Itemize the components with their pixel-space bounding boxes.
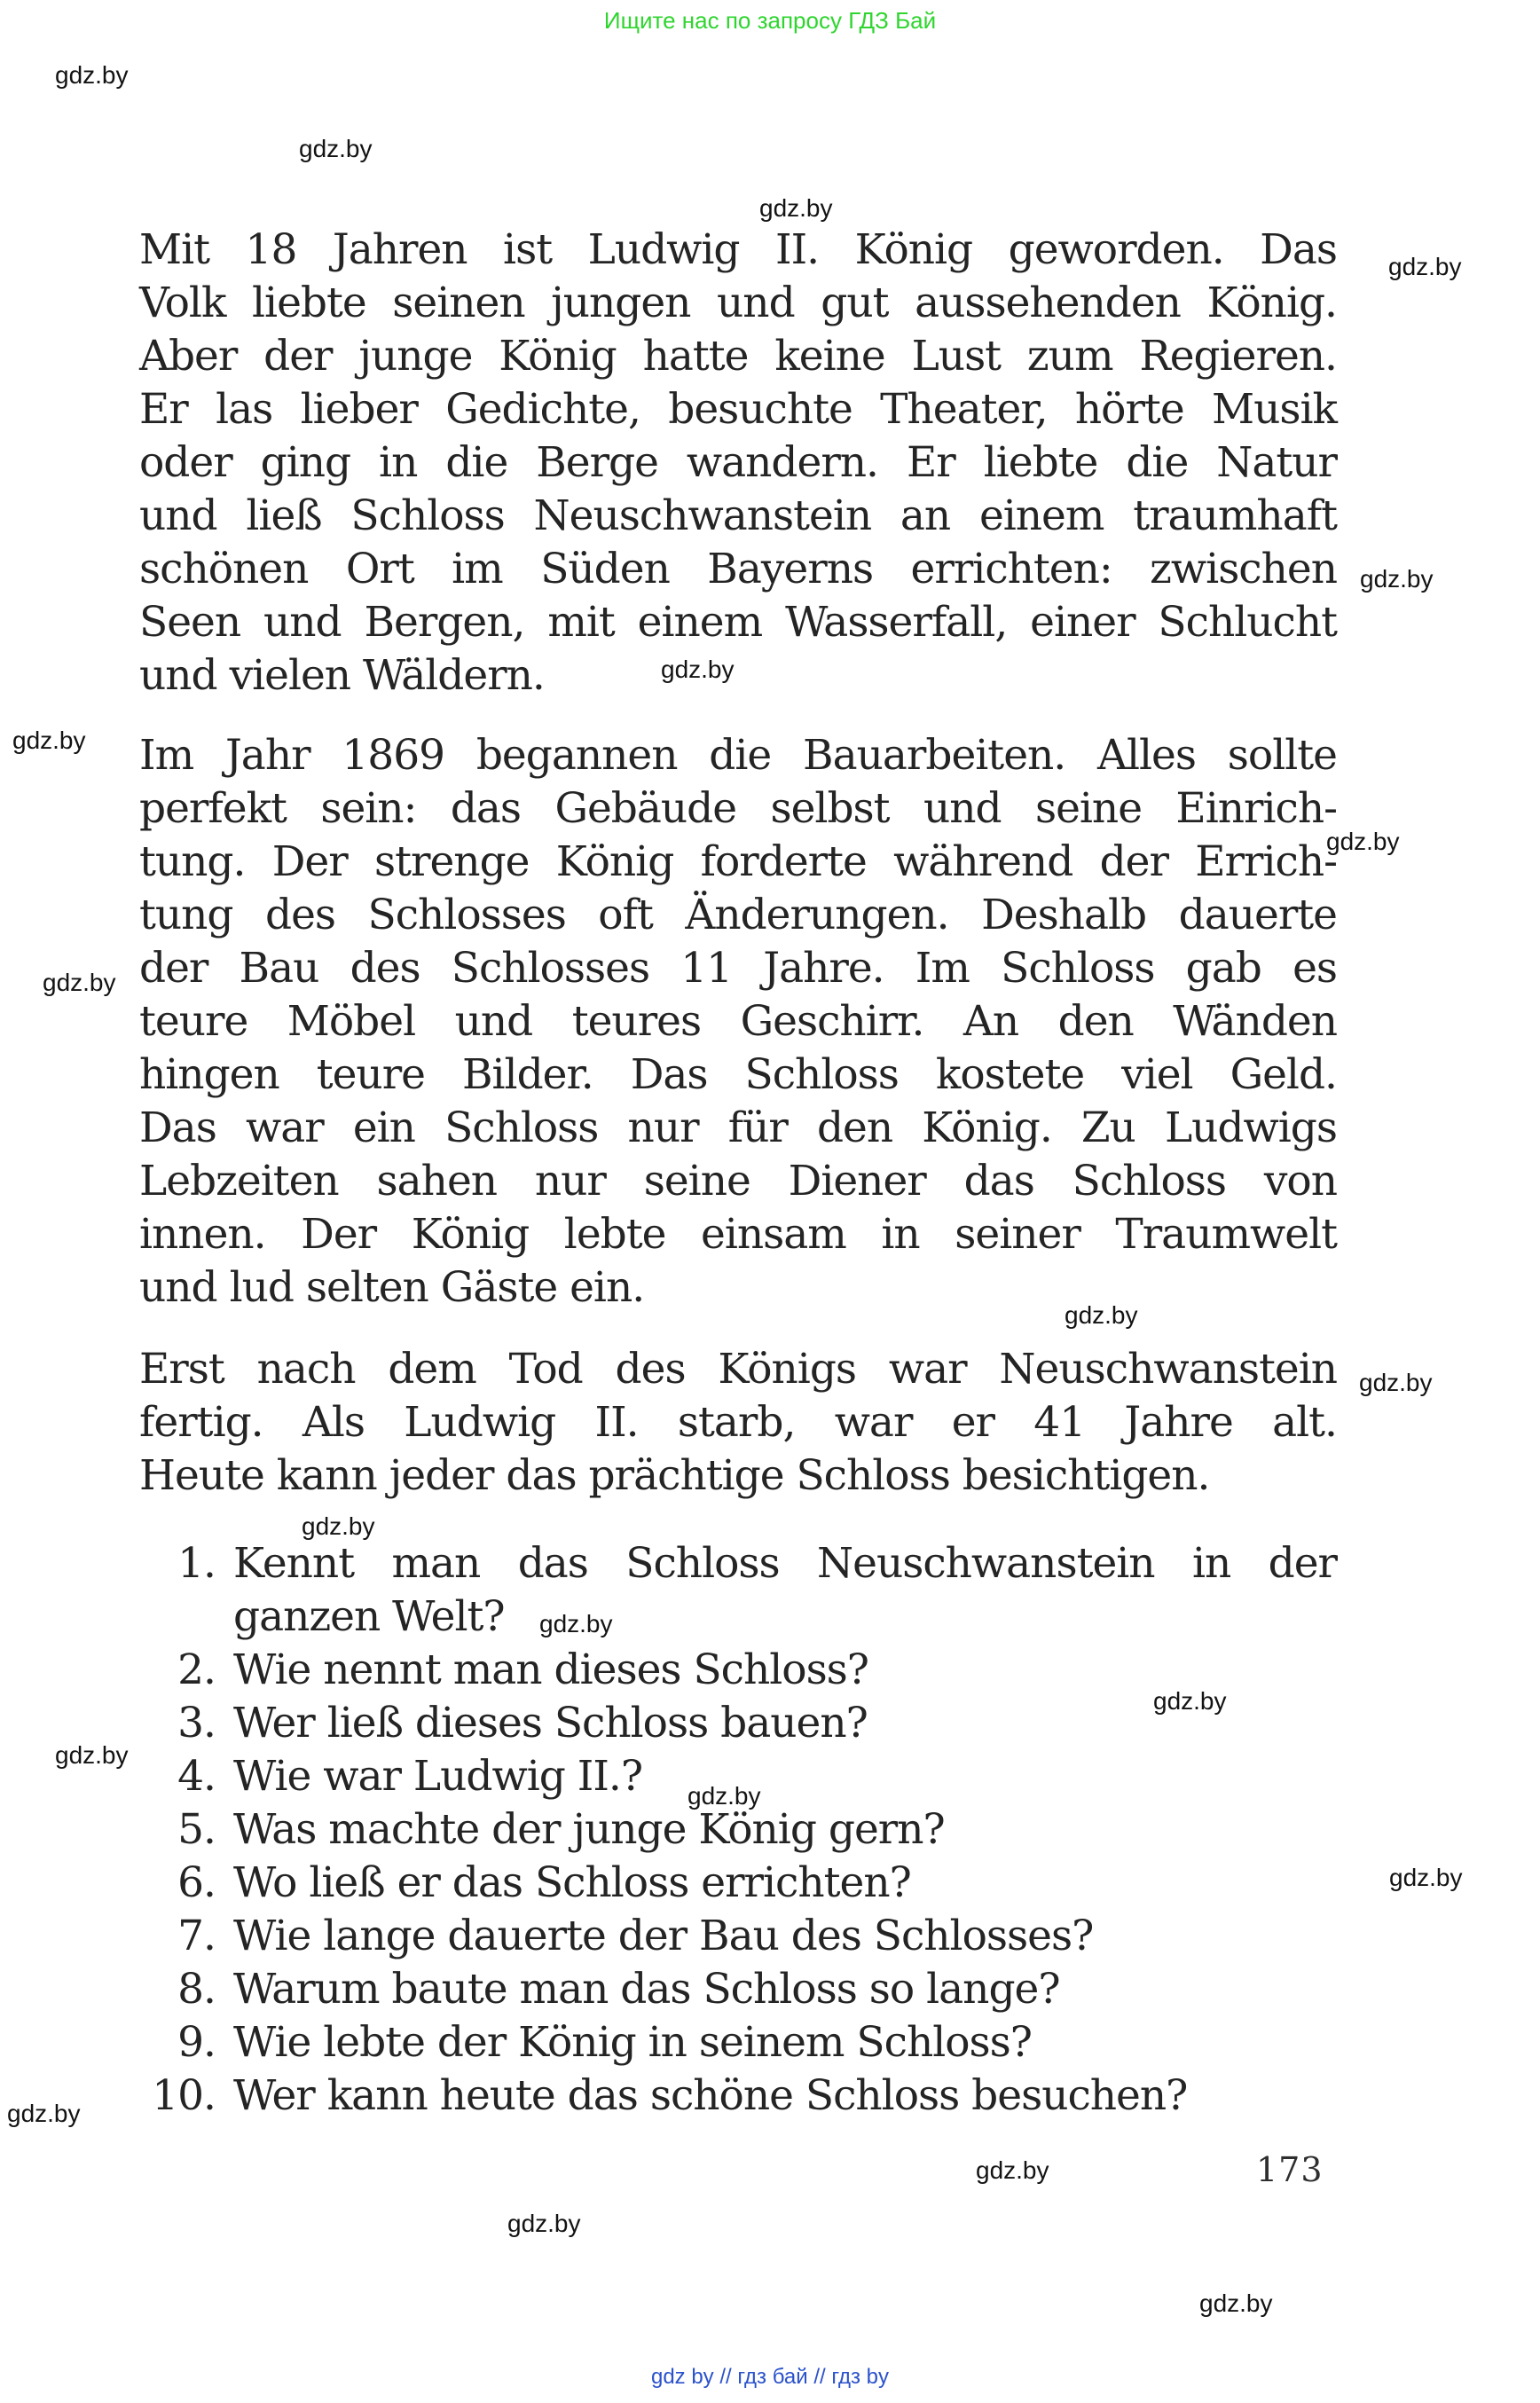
text-line: teure Möbel und teures Geschirr. An den Wänden — [139, 997, 1337, 1046]
text-line: oder ging in die Berge wandern. Er liebte die Natur — [139, 438, 1337, 487]
watermark: gdz.by — [299, 135, 373, 162]
question-line: Wie lebte der König in seinem Schloss? — [233, 2018, 1032, 2067]
watermark: gdz.by — [1388, 253, 1462, 280]
text-line: Erst nach dem Tod des Königs war Neuschwanstein — [139, 1345, 1337, 1394]
question-number: 1. — [177, 1539, 216, 1588]
questions-list — [139, 1537, 1337, 2123]
question-number: 10. — [152, 2071, 216, 2120]
question-line: Wer kann heute das schöne Schloss besuchen? — [233, 2071, 1188, 2120]
promo-header-text: Ищите нас по запросу ГДЗ Бай — [603, 7, 937, 34]
question-line: Wie lange dauerte der Bau des Schlosses? — [233, 1912, 1094, 1960]
watermark: gdz.by — [1326, 828, 1400, 855]
text-line: tung. Der strenge König forderte während der Errich- — [139, 837, 1337, 886]
text-line: perfekt sein: das Gebäude selbst und seine Einrich- — [139, 784, 1337, 833]
question-line: ganzen Welt? — [233, 1592, 505, 1641]
question-number: 5. — [177, 1805, 216, 1854]
question-item — [139, 2069, 1337, 2123]
text-line: Mit 18 Jahren ist Ludwig II. König geworden. Das — [139, 225, 1337, 274]
watermark: gdz.by — [1153, 1687, 1227, 1715]
text-line: und vielen Wäldern. — [139, 651, 545, 700]
question-number: 2. — [177, 1645, 216, 1694]
question-item — [139, 1537, 1337, 1644]
text-line: der Bau des Schlosses 11 Jahre. Im Schloss gab es — [139, 944, 1337, 993]
watermark: gdz.by — [302, 1512, 375, 1540]
text-line: Heute kann jeder das prächtige Schloss besichtigen. — [139, 1451, 1210, 1500]
text-line: Volk liebte seinen jungen und gut aussehenden König. — [139, 279, 1337, 327]
text-line: und ließ Schloss Neuschwanstein an einem traumhaft — [139, 491, 1337, 540]
text-line: Das war ein Schloss nur für den König. Zu Ludwigs — [139, 1103, 1337, 1152]
text-line: Seen und Bergen, mit einem Wasserfall, einer Schlucht — [139, 598, 1337, 647]
text-line: Im Jahr 1869 begannen die Bauarbeiten. Alles sollte — [139, 731, 1337, 780]
question-text — [233, 1537, 1337, 1644]
paragraph-3 — [139, 1343, 1337, 1503]
footer-links[interactable]: gdz by // гдз бай // гдз by — [650, 2365, 890, 2389]
watermark: gdz.by — [1199, 2289, 1273, 2317]
question-line: Wo ließ er das Schloss errichten? — [233, 1858, 911, 1907]
question-line: Wie nennt man dieses Schloss? — [233, 1645, 869, 1694]
watermark: gdz.by — [507, 2210, 581, 2237]
text-line: fertig. Als Ludwig II. starb, war er 41 Jahre alt. — [139, 1398, 1337, 1447]
paragraph-2 — [139, 729, 1337, 1315]
text-line: Lebzeiten sahen nur seine Diener das Schloss von — [139, 1157, 1337, 1205]
question-number: 9. — [177, 2018, 216, 2067]
question-text — [233, 2069, 1337, 2123]
watermark: gdz.by — [55, 1741, 129, 1769]
question-line: Wer ließ dieses Schloss bauen? — [233, 1699, 868, 1747]
question-number: 7. — [177, 1912, 216, 1960]
reading-text — [139, 224, 1337, 1503]
question-number: 8. — [177, 1965, 216, 2014]
text-line: schönen Ort im Süden Bayerns errichten: zwischen — [139, 545, 1337, 593]
question-text — [233, 1750, 1337, 1803]
text-line: hingen teure Bilder. Das Schloss kostete viel Geld. — [139, 1050, 1337, 1099]
question-line: Warum baute man das Schloss so lange? — [233, 1965, 1060, 2014]
question-line: Wie war Ludwig II.? — [233, 1752, 643, 1801]
watermark: gdz.by — [661, 656, 735, 683]
watermark: gdz.by — [43, 969, 116, 996]
question-item — [139, 1803, 1337, 1857]
question-number: 4. — [177, 1752, 216, 1801]
watermark: gdz.by — [7, 2100, 81, 2127]
watermark: gdz.by — [1389, 1864, 1463, 1891]
watermark: gdz.by — [55, 61, 129, 89]
paragraph-1 — [139, 224, 1337, 703]
question-number: 3. — [177, 1699, 216, 1747]
watermark: gdz.by — [12, 726, 86, 754]
text-line: Aber der junge König hatte keine Lust zum Regieren. — [139, 332, 1337, 381]
watermark: gdz.by — [688, 1782, 761, 1810]
question-text — [233, 1857, 1337, 1910]
question-item — [139, 1910, 1337, 1963]
watermark: gdz.by — [1065, 1301, 1138, 1329]
question-line: Was machte der junge König gern? — [233, 1805, 945, 1854]
text-line: innen. Der König lebte einsam in seiner Traumwelt — [139, 1210, 1337, 1259]
watermark: gdz.by — [539, 1610, 613, 1637]
page-number: 173 — [1256, 2150, 1324, 2189]
question-item — [139, 1857, 1337, 1910]
text-line: tung des Schlosses oft Änderungen. Deshalb dauerte — [139, 891, 1337, 939]
text-line: Er las lieber Gedichte, besuchte Theater, hörte Musik — [139, 385, 1337, 434]
text-line: und lud selten Gäste ein. — [139, 1263, 645, 1312]
question-item — [139, 2016, 1337, 2069]
question-text — [233, 1963, 1337, 2016]
watermark: gdz.by — [759, 194, 833, 222]
watermark: gdz.by — [1359, 1369, 1433, 1396]
watermark: gdz.by — [1360, 565, 1434, 593]
question-text — [233, 1803, 1337, 1857]
question-line: Kennt man das Schloss Neuschwanstein in der — [233, 1539, 1337, 1588]
question-text — [233, 1910, 1337, 1963]
question-item — [139, 1963, 1337, 2016]
question-text — [233, 2016, 1337, 2069]
question-number: 6. — [177, 1858, 216, 1907]
watermark: gdz.by — [976, 2156, 1049, 2184]
